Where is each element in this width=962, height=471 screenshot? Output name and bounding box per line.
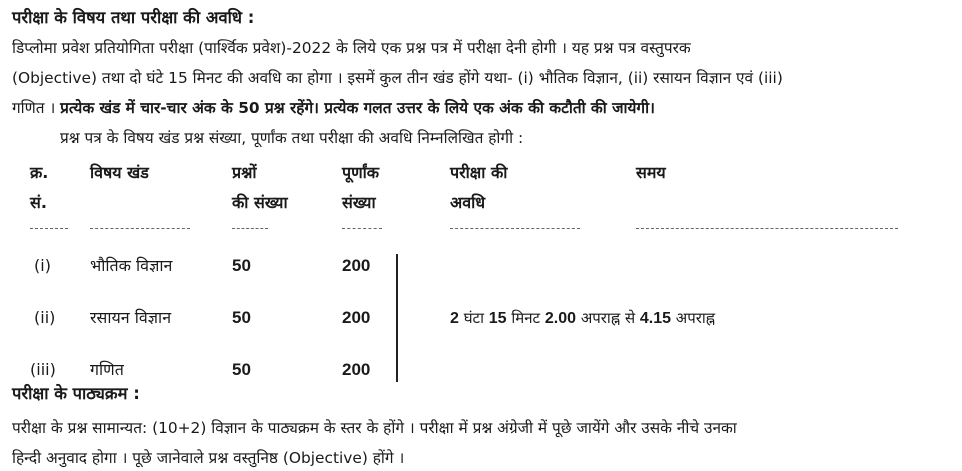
duration-minutes: 15 — [488, 310, 507, 327]
separator-serial — [30, 228, 68, 229]
exam-section-heading: परीक्षा के विषय तथा परीक्षा की अवधि : — [12, 8, 255, 27]
row-2-serial: (ii) — [34, 308, 56, 327]
header-time: समय — [636, 163, 666, 182]
separator-questions — [232, 228, 268, 229]
header-serial-1: क्र. — [30, 163, 49, 182]
end-time-unit: अपराह्न — [675, 309, 716, 327]
header-marks-2: संख्या — [342, 193, 376, 212]
exam-para-line-3 — [12, 98, 655, 118]
duration-minutes-unit: मिनट — [511, 309, 541, 327]
exam-para-line-2: (Objective) तथा दो घंटे 15 मिनट की अवधि का होगा । इसमें कुल तीन खंड होंगे यथा- (i) भौतिक विज्ञान, (ii) रसायन विज्ञान एवं (iii) — [12, 69, 783, 87]
exam-para-line-4: प्रश्न पत्र के विषय खंड प्रश्न संख्या, पूर्णांक तथा परीक्षा की अवधि निम्नलिखित होगी : — [60, 129, 524, 147]
row-1-subject: भौतिक विज्ञान — [90, 256, 173, 275]
header-questions-1: प्रश्नों — [232, 163, 257, 182]
end-time: 4.15 — [639, 310, 671, 327]
syllabus-heading: परीक्षा के पाठ्यक्रम : — [12, 384, 140, 403]
header-duration-1: परीक्षा की — [450, 163, 508, 182]
header-serial-2: सं. — [30, 193, 47, 212]
table-vertical-divider — [396, 254, 398, 382]
separator-duration — [450, 228, 580, 229]
start-time: 2.00 — [544, 310, 577, 327]
exam-para-line-1: डिप्लोमा प्रवेश प्रतियोगिता परीक्षा (पार्श्विक प्रवेश)-2022 के लिये एक प्रश्न पत्र में परीक्षा देनी होगी । यह प्रश्न पत्र वस्तुपरक — [12, 39, 691, 57]
syllabus-line-1: परीक्षा के प्रश्न सामान्यत: (10+2) विज्ञान के पाठ्यक्रम के स्तर के होंगे । परीक्षा में प्रश्न अंग्रेजी में पूछे जायेंगे और उसके नीचे उनका — [12, 419, 737, 437]
separator-subject — [90, 228, 190, 229]
row-3-questions: 50 — [232, 360, 251, 379]
exam-duration-text — [450, 308, 715, 329]
row-2-questions: 50 — [232, 308, 251, 327]
header-subject: विषय खंड — [90, 163, 149, 182]
duration-to: से — [624, 309, 636, 327]
row-3-serial: (iii) — [30, 360, 56, 379]
row-1-questions: 50 — [232, 256, 251, 275]
exam-para-line-3-start: गणित । — [12, 99, 61, 117]
row-2-subject: रसायन विज्ञान — [90, 308, 172, 327]
row-3-subject: गणित — [90, 360, 124, 379]
row-2-marks: 200 — [342, 308, 371, 327]
separator-marks — [342, 228, 382, 229]
row-1-serial: (i) — [34, 256, 51, 275]
header-marks-1: पूर्णांक — [342, 163, 380, 182]
duration-hours: 2 — [450, 310, 459, 327]
row-3-marks: 200 — [342, 360, 371, 379]
duration-hours-unit: घंटा — [463, 309, 484, 327]
separator-time — [636, 228, 898, 229]
header-questions-2: की संख्या — [232, 193, 288, 212]
header-duration-2: अवधि — [450, 193, 486, 212]
syllabus-line-2: हिन्दी अनुवाद होगा । पूछे जानेवाले प्रश्न वस्तुनिष्ठ (Objective) होंगे । — [12, 449, 405, 467]
start-time-unit: अपराह्न — [580, 309, 621, 327]
row-1-marks: 200 — [342, 256, 371, 275]
exam-rules-bold-text: प्रत्येक खंड में चार-चार अंक के 50 प्रश्न रहेंगे। प्रत्येक गलत उत्तर के लिये एक अंक की कटौती की जायेगी। — [60, 99, 655, 117]
